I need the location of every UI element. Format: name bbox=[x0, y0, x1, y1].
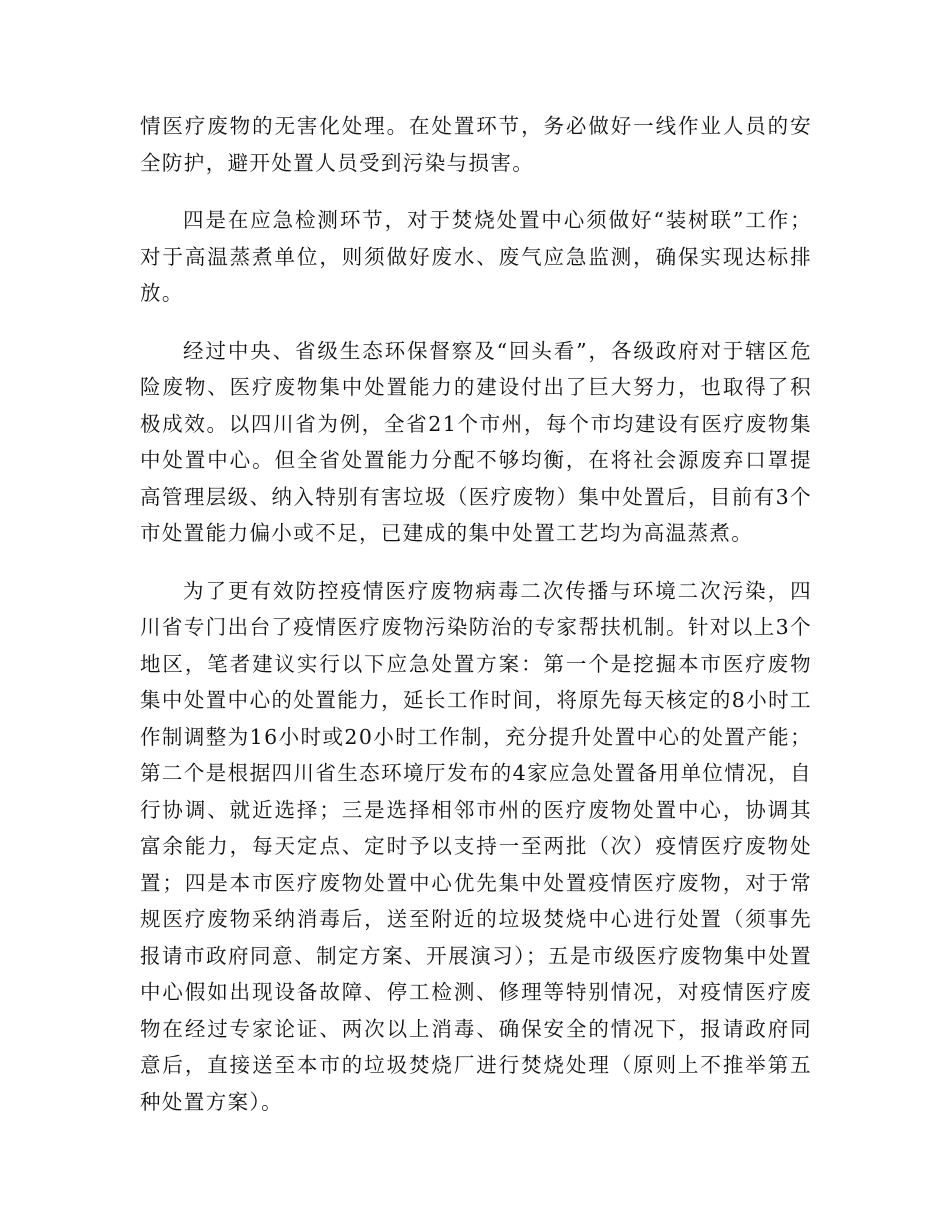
paragraph-continuation: 情医疗废物的无害化处理。在处置环节，务必做好一线作业人员的安全防护，避开处置人员受到污染与损害。 bbox=[140, 114, 812, 175]
document-body bbox=[140, 108, 812, 1141]
paragraph-emergency-plan: 为了更有效防控疫情医疗废物病毒二次传播与环境二次污染，四川省专门出台了疫情医疗废物污染防治的专家帮扶机制。针对以上3个地区，笔者建议实行以下应急处置方案：第一个是挖掘本市医疗废物集中处置中心的处置能力，延长工作时间，将原先每天核定的8小时工作制调整为16小时或20小时工作制，充分提升处置中心的处置产能；第二个是根据四川省生态环境厅发布的4家应急处置备用单位情况，自行协调、就近选择；三是选择相邻市州的医疗废物处置中心，协调其富余能力，每天定点、定时予以支持一至两批（次）疫情医疗废物处置；四是本市医疗废物处置中心优先集中处置疫情医疗废物，对于常规医疗废物采纳消毒后，送至附近的垃圾焚烧中心进行处置（须事先报请市政府同意、制定方案、开展演习）；五是市级医疗废物集中处置中心假如出现设备故障、停工检测、修理等特别情况，对疫情医疗废物在经过专家论证、两次以上消毒、确保安全的情况下，报请政府同意后，直接送至本市的垃圾焚烧厂进行焚烧处理（原则上不推举第五种处置方案）。 bbox=[140, 578, 812, 1114]
paragraph-emergency-monitoring: 四是在应急检测环节，对于焚烧处置中心须做好“装树联”工作；对于高温蒸煮单位，则须做好废水、废气应急监测，确保实现达标排放。 bbox=[140, 208, 812, 305]
paragraph-sichuan-capacity: 经过中央、省级生态环保督察及“回头看”，各级政府对于辖区危险废物、医疗废物集中处置能力的建设付出了巨大努力，也取得了积极成效。以四川省为例，全省21个市州，每个市均建设有医疗废物集中处置中心。但全省处置能力分配不够均衡，在将社会源废弃口罩提高管理层级、纳入特别有害垃圾（医疗废物）集中处置后，目前有3个市处置能力偏小或不足，已建成的集中处置工艺均为高温蒸煮。 bbox=[140, 338, 812, 545]
